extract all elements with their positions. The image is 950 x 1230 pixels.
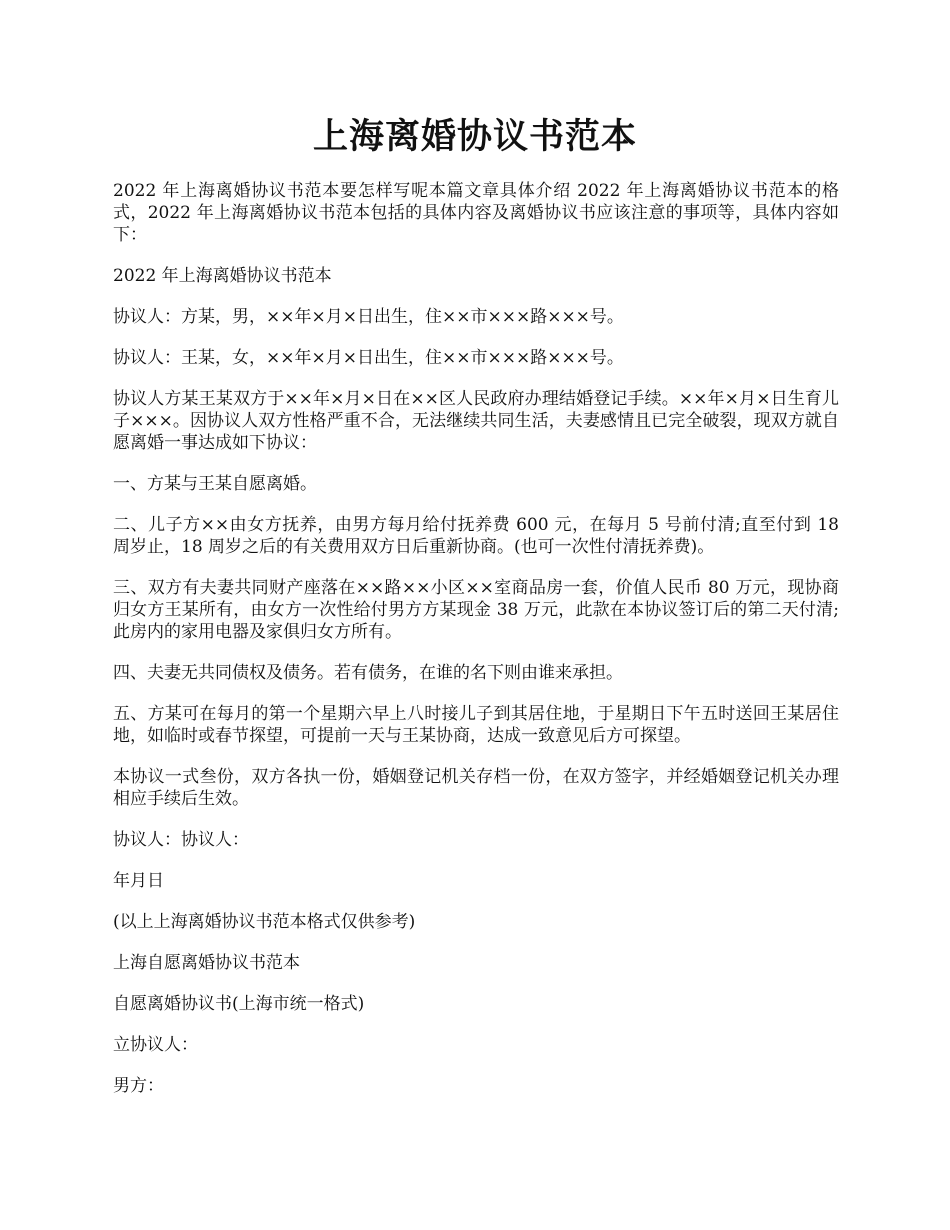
- party-line: 协议人：王某，女，××年×月×日出生，住××市×××路×××号。: [113, 348, 624, 368]
- section-heading: 2022 年上海离婚协议书范本: [113, 266, 332, 286]
- clause-2: 二、儿子方××由女方抚养，由男方每月给付抚养费 600 元，在每月 5 号前付清;直至付到 18 周岁止，18 周岁之后的有关费用双方日后重新协商。(也可一次性付清抚养费)。: [113, 515, 839, 557]
- second-template-heading: 上海自愿离婚协议书范本: [113, 953, 300, 973]
- intro-paragraph: 2022 年上海离婚协议书范本要怎样写呢本篇文章具体介绍 2022 年上海离婚协议书范本的格式，2022 年上海离婚协议书范本包括的具体内容及离婚协议书应该注意的事项等，具体内容如下：: [113, 181, 839, 245]
- clause-3: 三、双方有夫妻共同财产座落在××路××小区××室商品房一套，价值人民币 80 万元，现协商归女方王某所有，由女方一次性给付男方方某现金 38 万元，此款在本协议签订后的第二天付清;此房内的家用电器及家俱归女方所有。: [113, 578, 839, 642]
- second-template-subtitle: 自愿离婚协议书(上海市统一格式): [113, 994, 365, 1014]
- effectiveness-clause: 本协议一式叁份，双方各执一份，婚姻登记机关存档一份，在双方签字，并经婚姻登记机关办理相应手续后生效。: [113, 767, 839, 809]
- party-line: 协议人：方某，男，××年×月×日出生，住××市×××路×××号。: [113, 307, 624, 327]
- clause-4: 四、夫妻无共同债权及债务。若有债务，在谁的名下则由谁来承担。: [113, 663, 623, 683]
- date-line: 年月日: [113, 871, 164, 891]
- clause-1: 一、方某与王某自愿离婚。: [113, 474, 317, 494]
- male-party-label: 男方：: [113, 1076, 164, 1096]
- parties-label: 立协议人：: [113, 1035, 198, 1055]
- reference-note: (以上上海离婚协议书范本格式仅供参考): [113, 912, 416, 932]
- document-title: 上海离婚协议书范本: [312, 116, 637, 157]
- clause-5: 五、方某可在每月的第一个星期六早上八时接儿子到其居住地，于星期日下午五时送回王某居住地，如临时或春节探望，可提前一天与王某协商，达成一致意见后方可探望。: [113, 704, 839, 746]
- agreement-preamble: 协议人方某王某双方于××年×月×日在××区人民政府办理结婚登记手续。××年×月×日生育儿子×××。因协议人双方性格严重不合，无法继续共同生活，夫妻感情且已完全破裂，现双方就自愿离婚一事达成如下协议：: [113, 389, 839, 453]
- signature-line: 协议人：协议人：: [113, 830, 249, 850]
- document-body: [113, 180, 839, 1116]
